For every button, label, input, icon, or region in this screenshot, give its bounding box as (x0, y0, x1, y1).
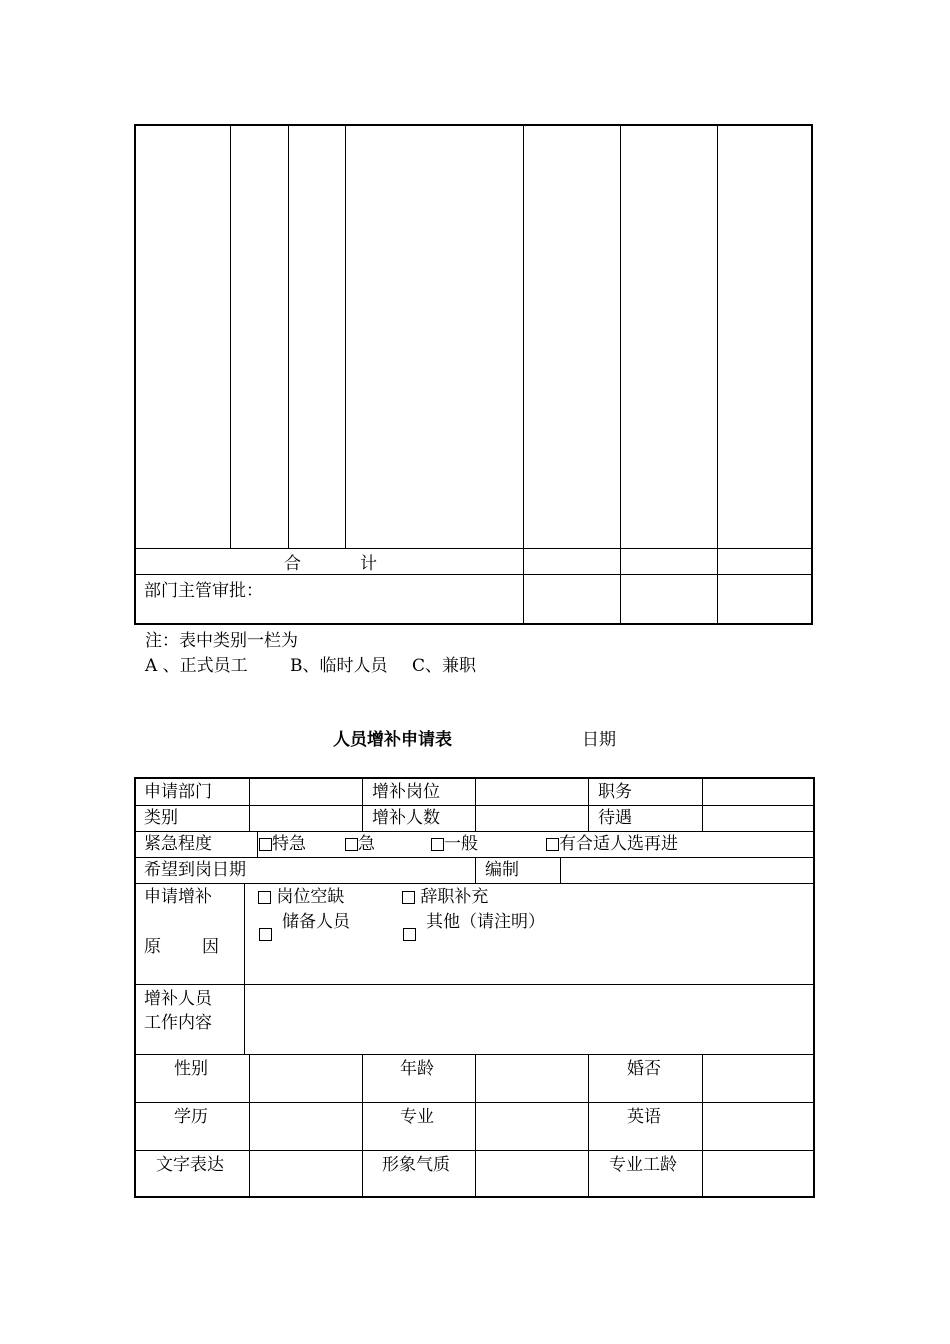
col-line (249, 779, 250, 832)
checkbox-icon[interactable] (431, 838, 444, 851)
col-line (475, 857, 476, 884)
col-line (588, 1054, 589, 1198)
position-label: 增补岗位 (372, 782, 440, 802)
col-line (257, 831, 258, 858)
education-label: 学历 (174, 1107, 208, 1127)
note-category-b: B、临时人员 (290, 656, 388, 676)
gender-label: 性别 (174, 1059, 208, 1079)
category-label: 类别 (144, 808, 178, 828)
experience-label: 专业工龄 (609, 1155, 677, 1175)
col-line (362, 1054, 363, 1198)
reason-option-resignation[interactable]: 辞职补充 (402, 887, 488, 907)
col-line (702, 779, 703, 832)
col-line (249, 1054, 250, 1198)
dept-label: 申请部门 (144, 782, 212, 802)
age-label: 年龄 (400, 1059, 434, 1079)
checkbox-icon[interactable] (403, 928, 416, 941)
appearance-label: 形象气质 (382, 1155, 450, 1175)
arrival-date-label: 希望到岗日期 (144, 860, 246, 880)
checkbox-icon[interactable] (259, 928, 272, 941)
col-line (362, 779, 363, 832)
col-line (702, 1054, 703, 1198)
total-label-a: 合 (284, 554, 301, 574)
urgency-label: 紧急程度 (144, 834, 212, 854)
note-category-a: A 、正式员工 (145, 656, 248, 676)
major-label: 专业 (400, 1107, 434, 1127)
col-line (620, 126, 621, 625)
count-label: 增补人数 (372, 808, 440, 828)
work-label-a: 增补人员 (144, 989, 212, 1009)
col-line (560, 857, 561, 884)
reason-option-reserve: 储备人员 (282, 912, 350, 932)
urgency-option-very-urgent[interactable]: 特急 (259, 834, 306, 854)
col-line (588, 779, 589, 832)
checkbox-icon[interactable] (259, 838, 272, 851)
row-line (136, 574, 813, 575)
urgency-option-urgent[interactable]: 急 (345, 834, 375, 854)
work-label-b: 工作内容 (144, 1013, 212, 1033)
date-label: 日期 (582, 730, 616, 750)
reason-label-b-1: 原 (144, 937, 161, 957)
form-title: 人员增补申请表 (333, 730, 452, 750)
col-line (523, 126, 524, 625)
note-line-1: 注：表中类别一栏为 (145, 631, 298, 651)
col-line (288, 126, 289, 549)
col-line (345, 126, 346, 549)
urgency-option-normal[interactable]: 一般 (431, 834, 478, 854)
checkbox-icon[interactable] (402, 891, 415, 904)
col-line (475, 779, 476, 832)
checkbox-icon[interactable] (258, 891, 271, 904)
reason-label-b-2: 因 (202, 937, 219, 957)
col-line (475, 1054, 476, 1198)
reason-option-other: 其他（请注明） (426, 912, 545, 932)
reason-option-vacancy[interactable]: 岗位空缺 (258, 887, 344, 907)
staff-request-form (134, 777, 815, 1198)
col-line (717, 126, 718, 625)
reason-label-a: 申请增补 (144, 887, 212, 907)
col-line (244, 883, 245, 1055)
checkbox-icon[interactable] (345, 838, 358, 851)
urgency-option-when-suitable[interactable]: 有合适人选再进 (546, 834, 678, 854)
checkbox-icon[interactable] (546, 838, 559, 851)
row-line (136, 984, 815, 985)
col-line (230, 126, 231, 549)
approval-label: 部门主管审批： (144, 581, 263, 601)
staffing-label: 编制 (485, 860, 519, 880)
marital-label: 婚否 (627, 1059, 661, 1079)
note-category-c: C、兼职 (412, 656, 477, 676)
treatment-label: 待遇 (598, 808, 632, 828)
duty-label: 职务 (598, 782, 632, 802)
writing-label: 文字表达 (156, 1155, 224, 1175)
english-label: 英语 (627, 1107, 661, 1127)
summary-table (134, 124, 813, 625)
total-label-b: 计 (360, 554, 377, 574)
row-line (136, 548, 813, 549)
